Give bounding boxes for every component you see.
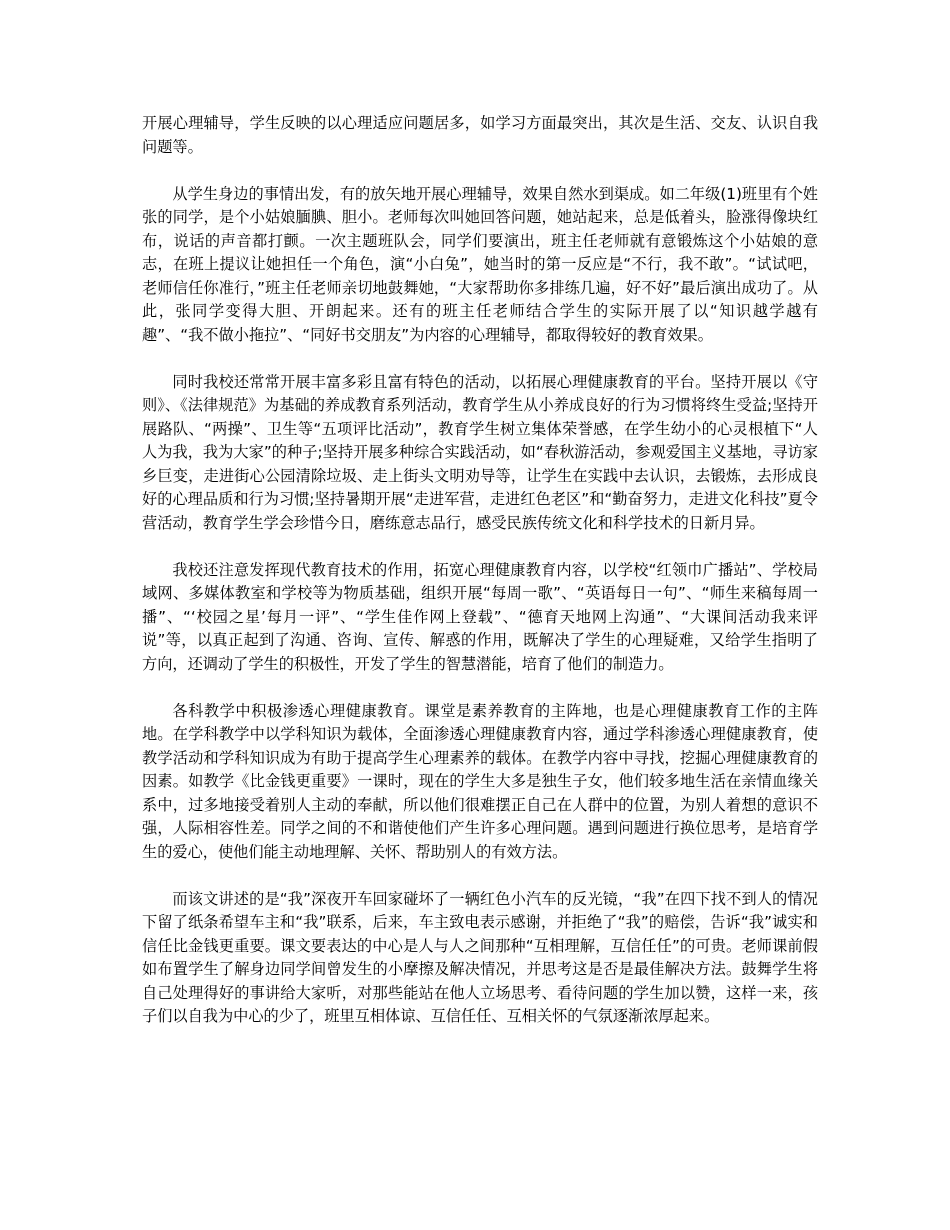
- paragraph-5: 各科教学中积极渗透心理健康教育。课堂是素养教育的主阵地，也是心理健康教育工作的主阵地。在学科教学中以学科知识为载体，全面渗透心理健康教育内容，通过学科渗透心理健康教育，使教学活动和学科知识成为有助于提高学生心理素养的载体。在教学内容中寻找，挖掘心理健康教育的因素。如教学《比金钱更重要》一课时，现在的学生大多是独生子女，他们较多地生活在亲情血缘关系中，过多地接受着别人主动的奉献，所以他们很难摆正自己在人群中的位置，为别人着想的意识不强，人际相容性差。同学之间的不和谐使他们产生许多心理问题。遇到问题进行换位思考，是培育学生的爱心，使他们能主动地理解、关怀、帮助别人的有效方法。: [142, 701, 818, 861]
- document-page: [142, 112, 818, 1052]
- paragraph-2: 从学生身边的事情出发，有的放矢地开展心理辅导，效果自然水到渠成。如二年级(1)班里有个姓张的同学，是个小姑娘腼腆、胆小。老师每次叫她回答问题，她站起来，总是低着头，脸涨得像块红布，说话的声音都打颤。一次主题班队会，同学们要演出，班主任老师就有意锻炼这个小姑娘的意志，在班上提议让她担任一个角色，演“小白兔”，她当时的第一反应是“不行，我不敢”。“试试吧，老师信任你准行，”班主任老师亲切地鼓舞她，“大家帮助你多排练几遍，好不好”最后演出成功了。从此，张同学变得大胆、开朗起来。还有的班主任老师结合学生的实际开展了以“知识越学越有趣”、“我不做小拖拉”、“同好书交朋友”为内容的心理辅导，都取得较好的教育效果。: [142, 184, 818, 344]
- paragraph-3: 同时我校还常常开展丰富多彩且富有特色的活动，以拓展心理健康教育的平台。坚持开展以《守则》、《法律规范》为基础的养成教育系列活动，教育学生从小养成良好的行为习惯将终生受益;坚持开展路队、“两操”、卫生等“五项评比活动”，教育学生树立集体荣誉感，在学生幼小的心灵根植下“人人为我，我为大家”的种子;坚持开展多种综合实践活动，如“春秋游活动，参观爱国主义基地，寻访家乡巨变，走进街心公园清除垃圾、走上街头文明劝导等，让学生在实践中去认识，去锻炼，去形成良好的心理品质和行为习惯;坚持暑期开展“走进军营，走进红色老区”和“勤奋努力，走进文化科技”夏令营活动，教育学生学会珍惜今日，磨练意志品行，感受民族传统文化和科学技术的日新月异。: [142, 372, 818, 532]
- paragraph-1: 开展心理辅导，学生反映的以心理适应问题居多，如学习方面最突出，其次是生活、交友、认识自我问题等。: [142, 114, 818, 156]
- paragraph-4: 我校还注意发挥现代教育技术的作用，拓宽心理健康教育内容，以学校“红领巾广播站”、学校局域网、多媒体教室和学校等为物质基础，组织开展“每周一歌”、“英语每日一句”、“师生来稿每周一播”、“‘校园之星’每月一评”、“学生佳作网上登载”、“德育天地网上沟通”、“大课间活动我来评说”等，以真正起到了沟通、咨询、宣传、解惑的作用，既解决了学生的心理疑难，又给学生指明了方向，还调动了学生的积极性，开发了学生的智慧潜能，培育了他们的制造力。: [142, 560, 818, 673]
- paragraph-6: 而该文讲述的是“我”深夜开车回家碰坏了一辆红色小汽车的反光镜，“我”在四下找不到人的情况下留了纸条希望车主和“我”联系，后来，车主致电表示感谢，并拒绝了“我”的赔偿，告诉“我”诚实和信任比金钱更重要。课文要表达的中心是人与人之间那种“互相理解，互信任任”的可贵。老师课前假如布置学生了解身边同学间曾发生的小摩擦及解决情况，并思考这是否是最佳解决方法。鼓舞学生将自己处理得好的事讲给大家听，对那些能站在他人立场思考、看待问题的学生加以赞，这样一来，孩子们以自我为中心的少了，班里互相体谅、互信任任、互相关怀的气氛逐渐浓厚起来。: [142, 889, 818, 1025]
